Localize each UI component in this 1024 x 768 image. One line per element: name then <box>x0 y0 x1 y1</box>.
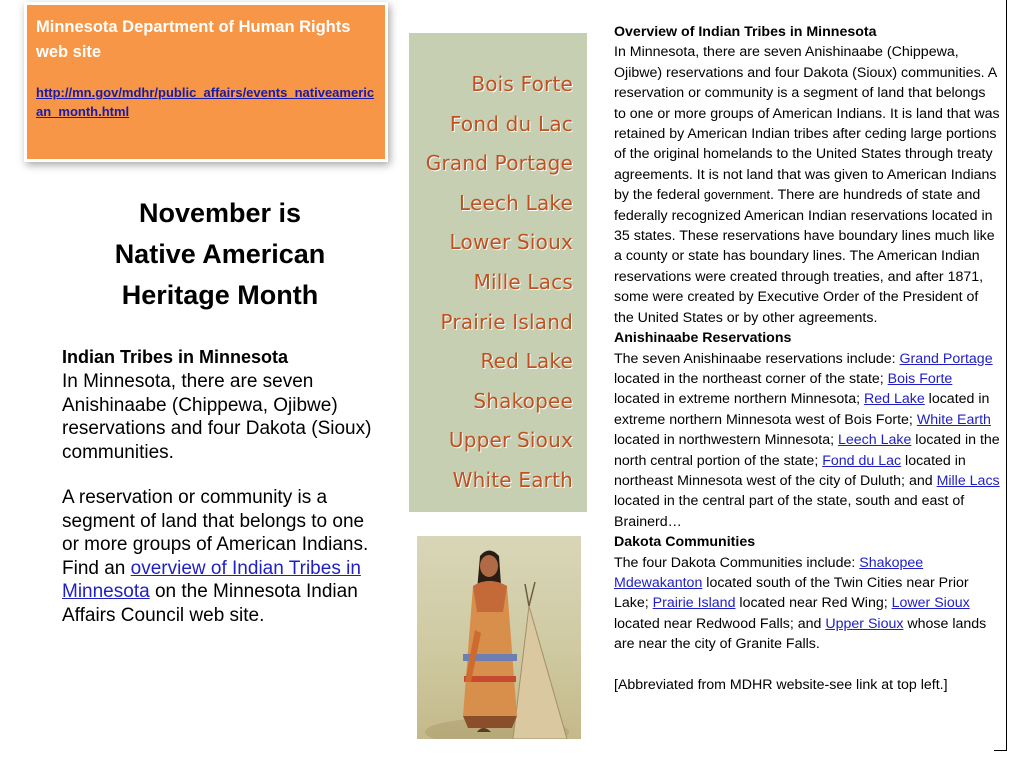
anishinaabe-text: The seven Anishinaabe reservations include: <box>614 350 900 367</box>
page-title-line-1: November is <box>138 198 302 228</box>
overview-text-small: government <box>703 188 770 203</box>
right-border-line <box>1006 0 1007 750</box>
page-title <box>70 193 370 316</box>
page-title-line-3: Heritage Month <box>121 280 319 310</box>
page-title-line-2: Native American <box>114 239 326 269</box>
anishinaabe-text: located in extreme northern Minnesota west of Bois Forte; <box>614 391 990 428</box>
anishinaabe-text: located in the northeast corner of the state; <box>614 370 888 387</box>
lower-sioux-link[interactable]: Lower Sioux <box>891 595 970 612</box>
overview-link[interactable]: overview of Indian Tribes in Minnesota <box>62 557 361 602</box>
dakota-text: located near Red Wing; <box>735 595 892 612</box>
overview-text-a: In Minnesota, there are seven Anishinaabe (Chippewa, Ojibwe) reservations and four Dakota (Sioux) communities. A reservation or community is a segment of land that belongs to one or more groups of American Indians. It is land that was retained by American Indian tribes after ceding large portions of the original homelands to the United States through treaty agreements. It is not land that was given to American Indians by the federal <box>614 44 1000 204</box>
dakota-text: whose lands are near the city of Granite Falls. <box>614 615 987 653</box>
anishinaabe-paragraph <box>614 349 1000 533</box>
dakota-text: located south of the Twin Cities near Prior Lake; <box>614 574 969 612</box>
dakota-text: located near Redwood Falls; and <box>614 615 826 632</box>
right-text-block <box>614 22 1000 695</box>
left-paragraph-2-text-after: on the Minnesota Indian Affairs Council web site. <box>62 581 358 626</box>
bois-forte-link[interactable]: Bois Forte <box>887 370 953 387</box>
anishinaabe-text: located in the central part of the state, south and east of Brainerd… <box>614 493 965 530</box>
tribe-item: Fond du Lac <box>449 111 573 136</box>
bottom-border-tick <box>994 750 1007 751</box>
anishinaabe-text: located in the north central portion of the state; <box>614 432 1000 469</box>
overview-paragraph <box>614 42 1000 328</box>
source-note: [Abbreviated from MDHR website-see link at top left.] <box>614 676 948 693</box>
left-text-block <box>62 345 374 627</box>
tribe-item: Mille Lacs <box>473 269 573 294</box>
anishinaabe-heading: Anishinaabe Reservations <box>614 330 792 347</box>
source-callout-box <box>27 5 385 159</box>
fond-du-lac-link[interactable]: Fond du Lac <box>822 452 902 469</box>
overview-heading: Overview of Indian Tribes in Minnesota <box>614 24 877 40</box>
mille-lacs-link[interactable]: Mille Lacs <box>936 472 1000 489</box>
prairie-island-link[interactable]: Prairie Island <box>652 595 736 612</box>
left-paragraph-2-text-before: A reservation or community is a segment of land that belongs to one or more groups of American Indians. Find an <box>62 487 369 579</box>
leech-lake-link[interactable]: Leech Lake <box>837 432 912 449</box>
source-callout-title: Minnesota Department of Human Rights web site <box>36 18 351 61</box>
left-paragraph-1: In Minnesota, there are seven Anishinaabe (Chippewa, Ojibwe) reservations and four Dakota (Sioux) communities. <box>62 371 372 463</box>
tribe-item: Upper Sioux <box>448 428 573 453</box>
tribe-item: Shakopee <box>473 388 573 413</box>
dakota-heading: Dakota Communities <box>614 534 756 551</box>
tribe-list-panel <box>409 33 587 512</box>
white-earth-link[interactable]: White Earth <box>916 411 991 428</box>
grand-portage-link[interactable]: Grand Portage <box>899 350 993 367</box>
tribe-item: White Earth <box>452 467 573 492</box>
anishinaabe-text: located in extreme northern Minnesota; <box>614 391 864 408</box>
shakopee-link[interactable]: Shakopee Mdewakanton <box>614 554 924 591</box>
source-callout-link[interactable]: http://mn.gov/mdhr/public_affairs/events_nativeamerican_month.html <box>36 85 375 119</box>
upper-sioux-link[interactable]: Upper Sioux <box>825 615 904 632</box>
dakota-text: The four Dakota Communities include: <box>614 554 860 571</box>
anishinaabe-text: located in northeast Minnesota west of the city of Duluth; and <box>614 452 966 489</box>
portrait-painting-art <box>417 536 581 739</box>
tribe-item: Grand Portage <box>425 151 573 176</box>
portrait-painting <box>417 536 581 739</box>
dakota-paragraph <box>614 553 1000 655</box>
tribe-item: Red Lake <box>480 349 573 374</box>
tribe-item: Lower Sioux <box>449 230 573 255</box>
overview-text-b: . There are hundreds of state and federally recognized American Indian reservations located in 35 states. These reservations have boundary lines much like a county or state has boundary lines. The American Indian reservations were created through treaties, and after 1871, some were created by Executive Order of the President of the United States or by other agreements. <box>614 187 995 326</box>
left-paragraph-2 <box>62 486 374 627</box>
red-lake-link[interactable]: Red Lake <box>864 391 925 408</box>
tribe-item: Leech Lake <box>458 190 573 215</box>
left-heading: Indian Tribes in Minnesota <box>62 347 289 367</box>
anishinaabe-text: located in northwestern Minnesota; <box>614 432 838 449</box>
tribe-item: Bois Forte <box>471 72 573 96</box>
tribe-item: Prairie Island <box>440 309 573 334</box>
